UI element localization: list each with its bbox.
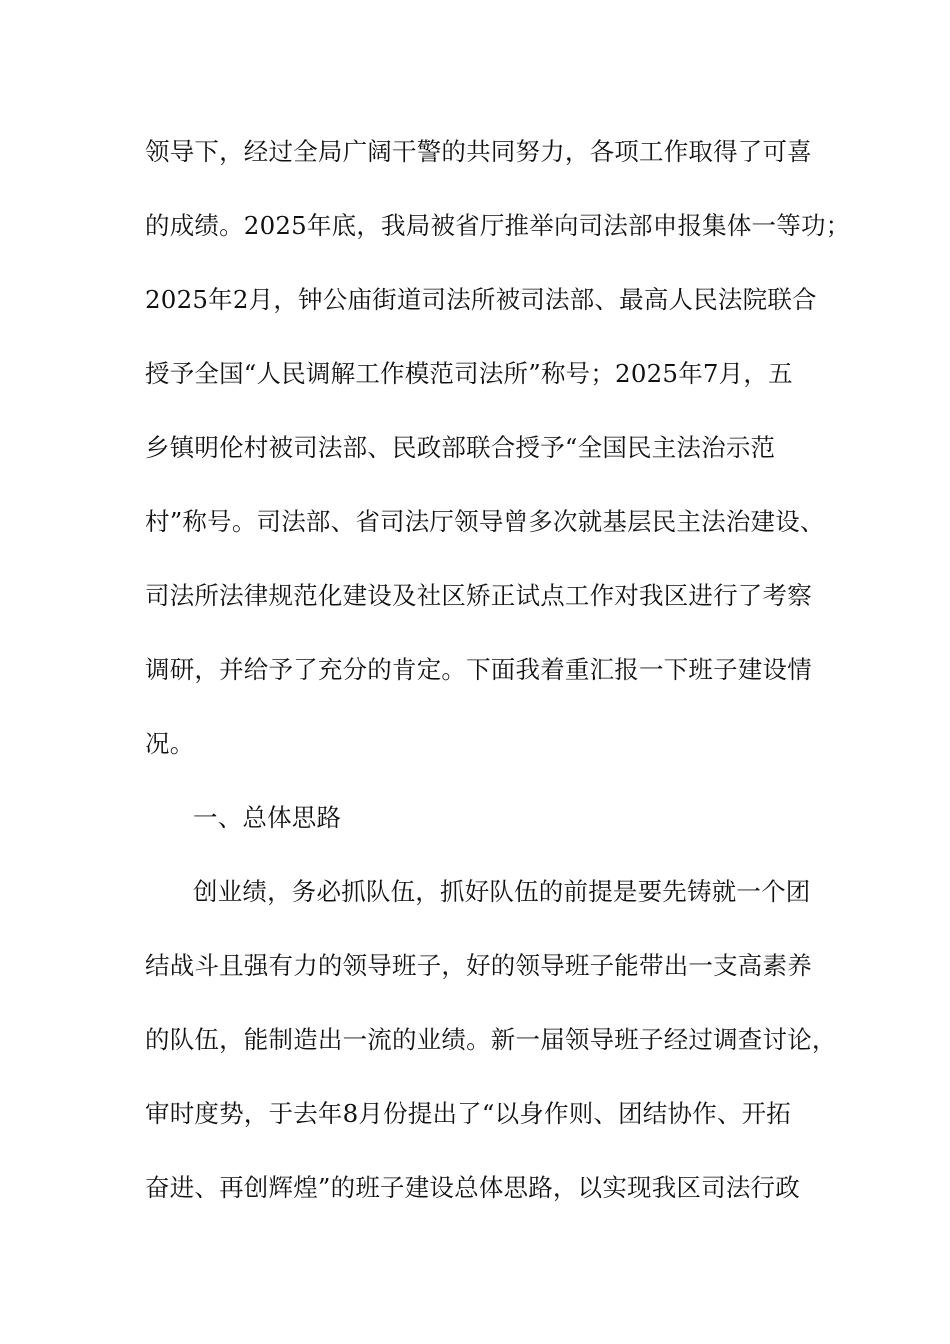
paragraph-line: 的队伍，能制造出一流的业绩。新一届领导班子经过调查讨论， <box>145 1025 837 1054</box>
paragraph-line: 领导下，经过全局广阔干警的共同努力，各项工作取得了可喜 <box>145 137 812 166</box>
paragraph-line: 村”称号。司法部、省司法厅领导曾多次就基层民主法治建设、 <box>145 507 825 536</box>
paragraph-line: 况。 <box>145 729 195 758</box>
section-heading: 一、总体思路 <box>193 803 342 832</box>
paragraph-line: 审时度势，于去年8月份提出了“以身作则、团结协作、开拓 <box>145 1099 792 1128</box>
paragraph-line: 奋进、再创辉煌”的班子建设总体思路，以实现我区司法行政 <box>145 1173 800 1202</box>
paragraph-line: 结战斗且强有力的领导班子，好的领导班子能带出一支高素养 <box>145 951 812 980</box>
paragraph-line: 乡镇明伦村被司法部、民政部联合授予“全国民主法治示范 <box>145 433 776 462</box>
paragraph-line: 2025年2月，钟公庙街道司法所被司法部、最高人民法院联合 <box>145 285 817 314</box>
paragraph-line: 的成绩。2025年底，我局被省厅推举向司法部申报集体一等功； <box>145 211 851 240</box>
paragraph-line: 授予全国“人民调解工作模范司法所”称号；2025年7月，五 <box>145 359 793 388</box>
paragraph-line: 司法所法律规范化建设及社区矫正试点工作对我区进行了考察 <box>145 581 812 610</box>
paragraph-line: 创业绩，务必抓队伍，抓好队伍的前提是要先铸就一个团 <box>193 877 811 906</box>
paragraph-line: 调研，并给予了充分的肯定。下面我着重汇报一下班子建设情 <box>145 655 812 684</box>
